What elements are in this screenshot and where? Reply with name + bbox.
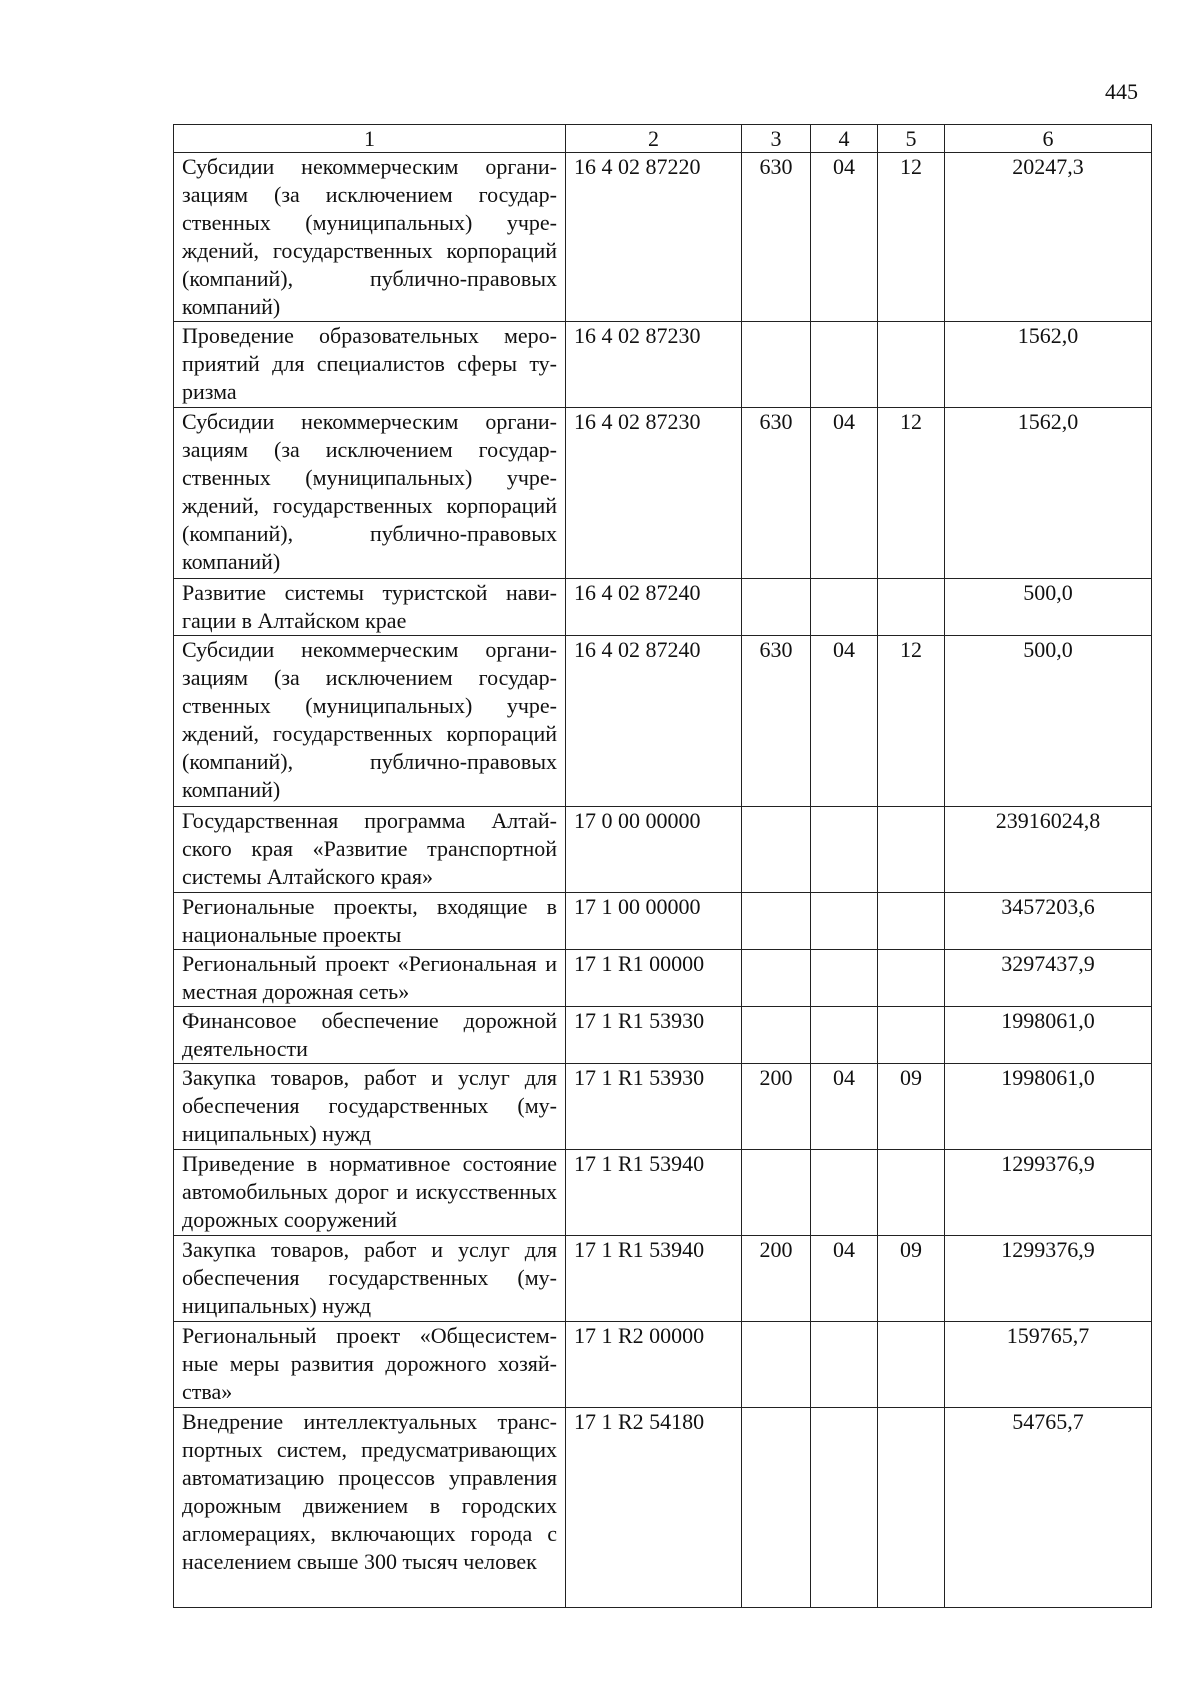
row-amount: 23916024,8 xyxy=(945,807,1152,893)
table-row xyxy=(174,893,1152,950)
row-name: Закупка товаров, работ и услуг для обеспечения государственных (муниципальных) нужд xyxy=(174,1064,566,1150)
column-header: 5 xyxy=(878,125,945,153)
row-col4 xyxy=(811,1150,878,1236)
row-code: 16 4 02 87240 xyxy=(566,636,742,807)
row-amount: 500,0 xyxy=(945,636,1152,807)
row-code: 16 4 02 87230 xyxy=(566,408,742,579)
row-name: Субсидии некоммерческим организациям (за исключением государственных (муниципальных) учреждений, государственных корпораций (компаний), публично-правовых компаний) xyxy=(174,153,566,322)
row-amount: 54765,7 xyxy=(945,1408,1152,1608)
header-row xyxy=(174,125,1152,153)
row-col4: 04 xyxy=(811,153,878,322)
table-row xyxy=(174,950,1152,1007)
row-col5 xyxy=(878,1322,945,1408)
table-row xyxy=(174,1236,1152,1322)
table-row xyxy=(174,1322,1152,1408)
table-row xyxy=(174,1150,1152,1236)
row-col3 xyxy=(742,893,811,950)
row-col4: 04 xyxy=(811,1236,878,1322)
row-col5: 12 xyxy=(878,408,945,579)
budget-table xyxy=(173,124,1152,1608)
row-amount: 500,0 xyxy=(945,579,1152,636)
row-col4: 04 xyxy=(811,636,878,807)
row-amount: 159765,7 xyxy=(945,1322,1152,1408)
row-col3: 200 xyxy=(742,1064,811,1150)
row-code: 16 4 02 87240 xyxy=(566,579,742,636)
column-header: 1 xyxy=(174,125,566,153)
row-col3: 630 xyxy=(742,636,811,807)
row-amount: 1562,0 xyxy=(945,322,1152,408)
table-row xyxy=(174,579,1152,636)
row-col5 xyxy=(878,893,945,950)
table-body xyxy=(174,153,1152,1608)
row-col4 xyxy=(811,1408,878,1608)
column-header: 3 xyxy=(742,125,811,153)
column-header: 4 xyxy=(811,125,878,153)
row-name: Региональный проект «Общесистемные меры развития дорожного хозяйства» xyxy=(174,1322,566,1408)
row-code: 17 1 R1 53940 xyxy=(566,1150,742,1236)
row-amount: 1998061,0 xyxy=(945,1064,1152,1150)
row-col3: 630 xyxy=(742,153,811,322)
row-code: 17 1 00 00000 xyxy=(566,893,742,950)
row-amount: 3297437,9 xyxy=(945,950,1152,1007)
table-row xyxy=(174,322,1152,408)
row-amount: 1998061,0 xyxy=(945,1007,1152,1064)
row-col4: 04 xyxy=(811,1064,878,1150)
row-col3: 200 xyxy=(742,1236,811,1322)
row-amount: 1299376,9 xyxy=(945,1236,1152,1322)
row-amount: 3457203,6 xyxy=(945,893,1152,950)
row-name: Региональные проекты, входящие в национальные проекты xyxy=(174,893,566,950)
row-code: 16 4 02 87230 xyxy=(566,322,742,408)
row-col4 xyxy=(811,950,878,1007)
table-row xyxy=(174,636,1152,807)
row-col3 xyxy=(742,1150,811,1236)
table-row xyxy=(174,1064,1152,1150)
row-code: 17 1 R1 53930 xyxy=(566,1007,742,1064)
row-name: Приведение в нормативное состояние автомобильных дорог и искусственных дорожных сооружений xyxy=(174,1150,566,1236)
row-name: Проведение образовательных мероприятий для специалистов сферы туризма xyxy=(174,322,566,408)
row-amount: 20247,3 xyxy=(945,153,1152,322)
row-name: Региональный проект «Региональная и местная дорожная сеть» xyxy=(174,950,566,1007)
row-col5 xyxy=(878,1007,945,1064)
row-col5 xyxy=(878,807,945,893)
row-col3 xyxy=(742,579,811,636)
table-row xyxy=(174,807,1152,893)
row-col5 xyxy=(878,322,945,408)
row-code: 16 4 02 87220 xyxy=(566,153,742,322)
row-col4 xyxy=(811,322,878,408)
row-amount: 1562,0 xyxy=(945,408,1152,579)
column-header: 6 xyxy=(945,125,1152,153)
table-row xyxy=(174,1408,1152,1608)
page-number: 445 xyxy=(1105,79,1138,104)
row-col3: 630 xyxy=(742,408,811,579)
row-code: 17 1 R2 00000 xyxy=(566,1322,742,1408)
row-col5: 12 xyxy=(878,153,945,322)
row-col5: 09 xyxy=(878,1064,945,1150)
row-col3 xyxy=(742,1322,811,1408)
row-col3 xyxy=(742,1007,811,1064)
row-col5 xyxy=(878,950,945,1007)
row-code: 17 1 R2 54180 xyxy=(566,1408,742,1608)
row-col3 xyxy=(742,950,811,1007)
row-name: Внедрение интеллектуальных транспортных систем, предусматривающих автоматизацию процессов управления дорожным движением в городских агломерациях, включающих города с населением свыше 300 тысяч человек xyxy=(174,1408,566,1608)
column-header: 2 xyxy=(566,125,742,153)
row-col5 xyxy=(878,1150,945,1236)
row-col4 xyxy=(811,807,878,893)
table-row xyxy=(174,153,1152,322)
row-name: Развитие системы туристской навигации в Алтайском крае xyxy=(174,579,566,636)
row-name: Закупка товаров, работ и услуг для обеспечения государственных (муниципальных) нужд xyxy=(174,1236,566,1322)
table-row xyxy=(174,408,1152,579)
row-col5 xyxy=(878,1408,945,1608)
row-code: 17 0 00 00000 xyxy=(566,807,742,893)
row-col5 xyxy=(878,579,945,636)
row-col3 xyxy=(742,1408,811,1608)
row-name: Государственная программа Алтайского края «Развитие транспортной системы Алтайского края» xyxy=(174,807,566,893)
row-col3 xyxy=(742,807,811,893)
row-code: 17 1 R1 53940 xyxy=(566,1236,742,1322)
row-amount: 1299376,9 xyxy=(945,1150,1152,1236)
row-code: 17 1 R1 00000 xyxy=(566,950,742,1007)
row-name: Финансовое обеспечение дорожной деятельности xyxy=(174,1007,566,1064)
row-col4 xyxy=(811,1322,878,1408)
row-col4: 04 xyxy=(811,408,878,579)
row-col4 xyxy=(811,579,878,636)
row-col5: 09 xyxy=(878,1236,945,1322)
row-code: 17 1 R1 53930 xyxy=(566,1064,742,1150)
table-row xyxy=(174,1007,1152,1064)
row-col4 xyxy=(811,1007,878,1064)
row-col3 xyxy=(742,322,811,408)
row-name: Субсидии некоммерческим организациям (за исключением государственных (муниципальных) учреждений, государственных корпораций (компаний), публично-правовых компаний) xyxy=(174,636,566,807)
row-name: Субсидии некоммерческим организациям (за исключением государственных (муниципальных) учреждений, государственных корпораций (компаний), публично-правовых компаний) xyxy=(174,408,566,579)
row-col5: 12 xyxy=(878,636,945,807)
row-col4 xyxy=(811,893,878,950)
